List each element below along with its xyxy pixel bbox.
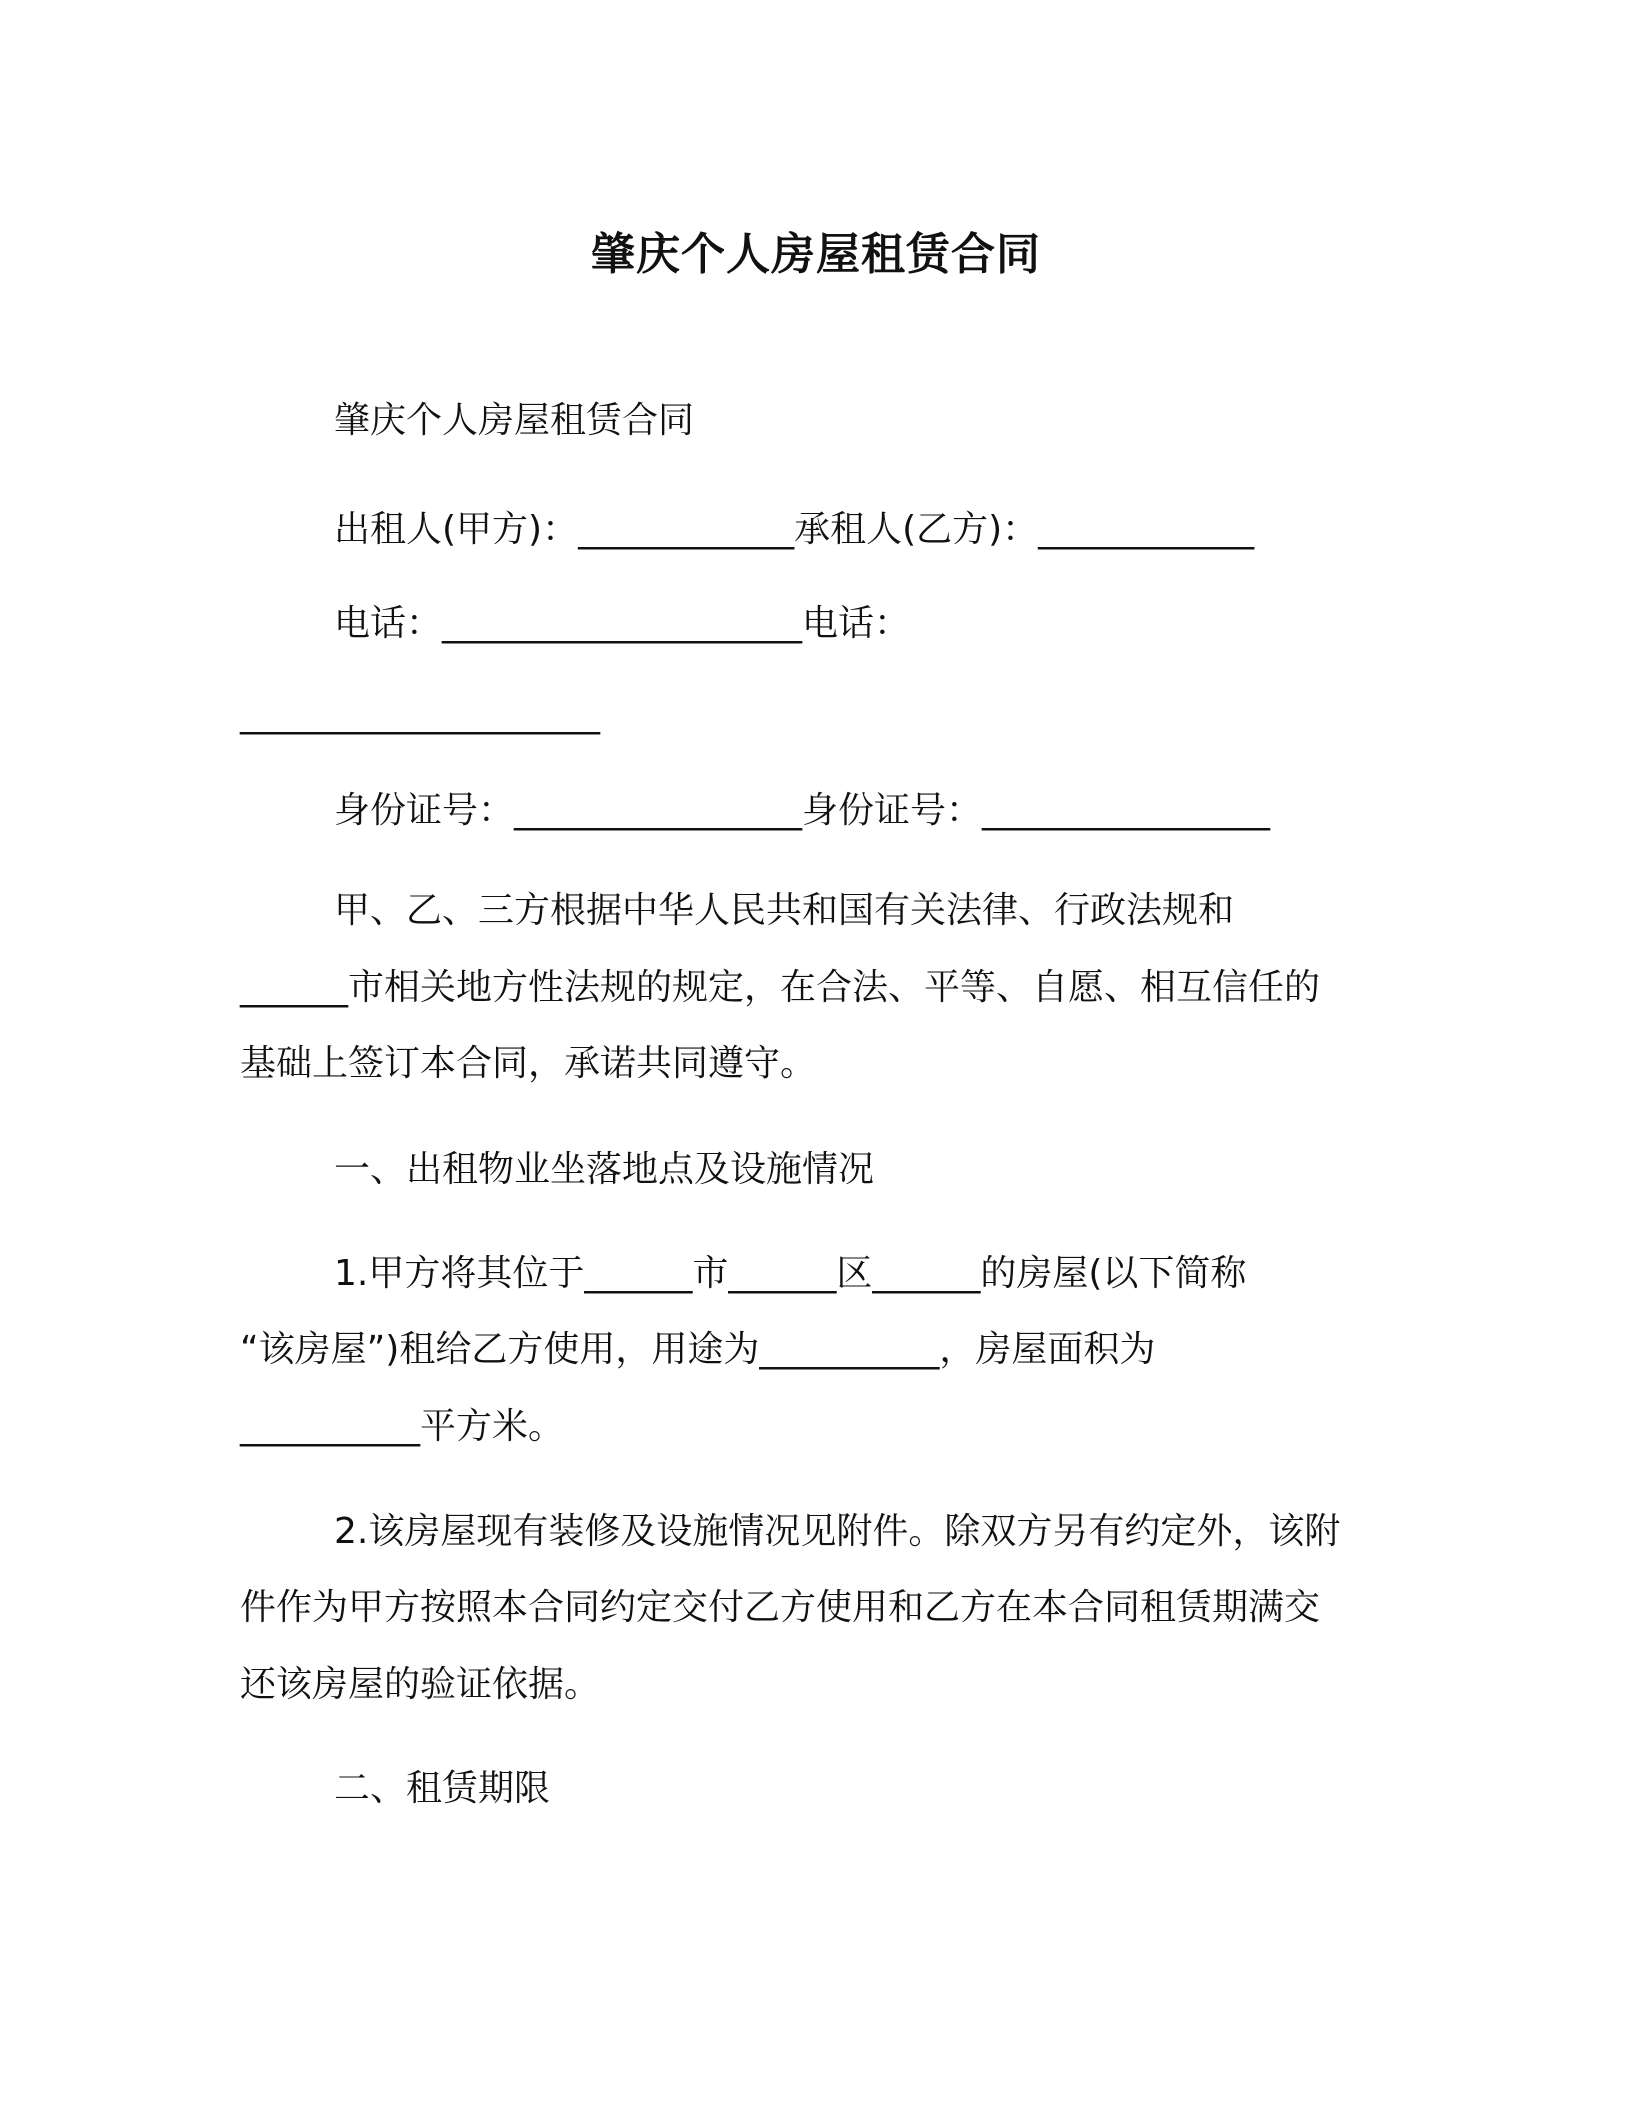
- preamble-line-3: 基础上签订本合同，承诺共同遵守。: [240, 1043, 817, 1084]
- section-heading-2: 二、租赁期限: [334, 1768, 551, 1809]
- parties-line: 出租人(甲方)：____________承租人(乙方)：____________: [334, 509, 1255, 550]
- preamble-line-2: ______市相关地方性法规的规定，在合法、平等、自愿、相互信任的: [240, 967, 1321, 1008]
- clause-2-line-2: 件作为甲方按照本合同约定交付乙方使用和乙方在本合同租赁期满交: [240, 1587, 1321, 1628]
- phone-blank-line: ____________________: [240, 694, 600, 735]
- subtitle-line: 肇庆个人房屋租赁合同: [334, 400, 695, 441]
- document-title: 肇庆个人房屋租赁合同: [591, 229, 1041, 280]
- clause-1-line-3: __________平方米。: [240, 1406, 565, 1447]
- clause-1-line-1: 1.甲方将其位于______市______区______的房屋(以下简称: [334, 1253, 1247, 1294]
- preamble-line-1: 甲、乙、三方根据中华人民共和国有关法律、行政法规和: [334, 890, 1235, 931]
- clause-2-line-3: 还该房屋的验证依据。: [240, 1664, 601, 1705]
- clause-2-line-1: 2.该房屋现有装修及设施情况见附件。除双方另有约定外，该附: [334, 1511, 1341, 1552]
- section-heading-1: 一、出租物业坐落地点及设施情况: [334, 1149, 875, 1190]
- id-number-line: 身份证号：________________身份证号：________________: [334, 790, 1271, 831]
- phone-line: 电话：____________________电话：: [334, 603, 911, 644]
- clause-1-line-2: “该房屋”)租给乙方使用，用途为__________，房屋面积为: [240, 1329, 1156, 1370]
